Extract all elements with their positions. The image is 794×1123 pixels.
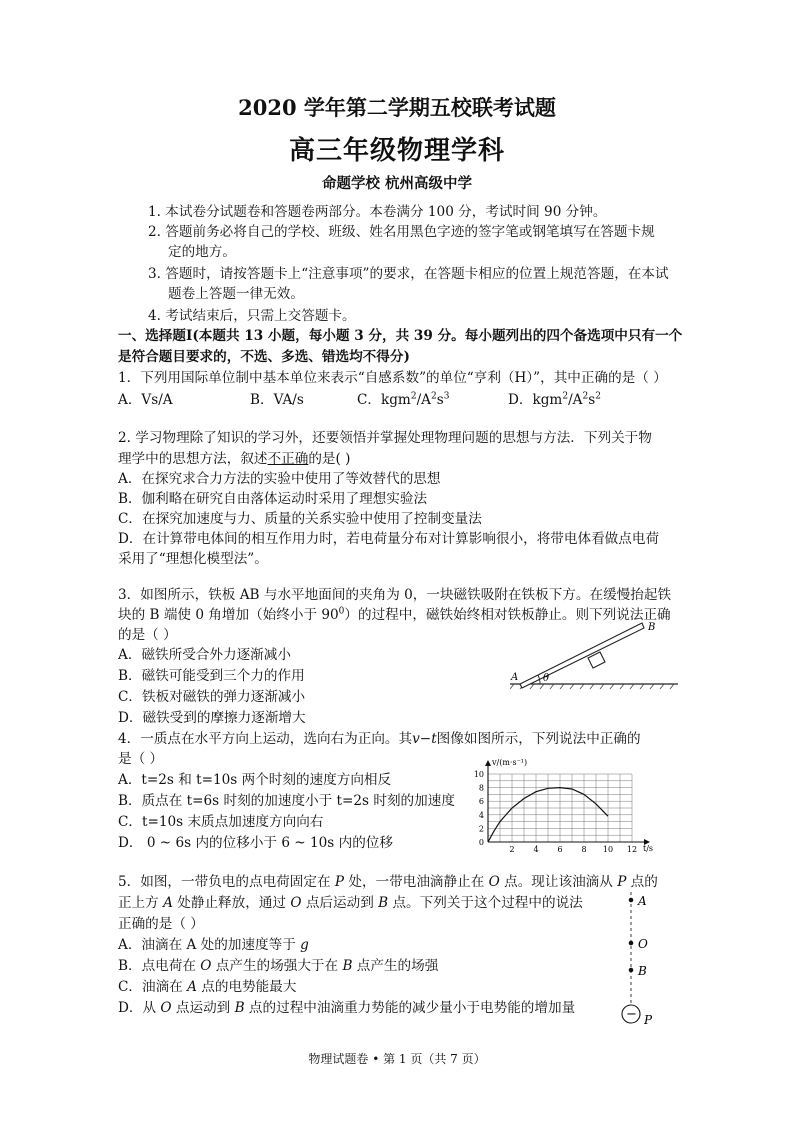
- q3-option-c: C．铁板对磁铁的弹力逐渐减小: [118, 689, 306, 705]
- note-2-cont: 定的地方。: [168, 244, 236, 260]
- label-o: O: [638, 937, 648, 951]
- iron-plate: [520, 623, 644, 688]
- q2-option-b: B．伽利略在研究自由落体运动时采用了理想实验法: [118, 491, 428, 507]
- q4-stem-line2: 是（ ）: [118, 751, 164, 767]
- q2-option-d-line1: D．在计算带电体间的相互作用力时，若电荷量分布对计算影响很小，将带电体看做点电荷: [118, 531, 660, 547]
- q3-stem-line3: 的是（ ）: [118, 627, 177, 643]
- note-1: 1. 本试卷分试题卷和答题卷两部分。本卷满分 100 分，考试时间 90 分钟。: [148, 204, 607, 220]
- chart-axes: [485, 760, 650, 845]
- chart-ticks: [474, 770, 637, 854]
- x-axis-label: t/s: [643, 844, 654, 853]
- label-a: A: [638, 894, 647, 908]
- section-heading-line2: 是符合题目要求的，不选、多选、错选均不得分): [118, 349, 410, 365]
- point-a-label: A: [511, 672, 519, 683]
- q2-option-a: A．在探究求合力方法的实验中使用了等效替代的思想: [118, 471, 441, 487]
- q1-option-b: B．VA/s: [250, 392, 304, 408]
- q4-stem-line1: 4．一质点在水平方向上运动，选向右为正向。其v−t图像如图所示，下列说法中正确的: [118, 731, 641, 747]
- y-tick-label: 8: [478, 783, 484, 793]
- q4-option-a: A．t=2s 和 t=10s 两个时刻的速度方向相反: [118, 772, 392, 788]
- page-footer: 物理试题卷 • 第 1 页（共 7 页）: [308, 1052, 486, 1066]
- exam-subtitle: 高三年级物理学科: [288, 136, 505, 166]
- label-p: P: [644, 1013, 653, 1027]
- note-2: 2. 答题前务必将自己的学校、班级、姓名用黑色字迹的签字笔或钢笔填写在答题卡规: [148, 224, 655, 240]
- y-tick-label: 10: [473, 770, 484, 779]
- q5-option-d: D．从 O 点运动到 B 点的过程中油滴重力势能的减少量小于电势能的增加量: [118, 1000, 576, 1016]
- note-3: 3. 答题时，请按答题卡上“注意事项”的要求，在答题卡相应的位置上规范答题，在本试: [148, 266, 669, 282]
- point-o-dot: [629, 941, 634, 946]
- q5-option-a: A．油滴在 A 处的加速度等于 g: [118, 937, 309, 953]
- q5-stem-line3: 正确的是（ ）: [118, 916, 204, 932]
- y-tick-label: 6: [478, 797, 484, 807]
- exam-school: 命题学校 杭州高级中学: [321, 175, 473, 192]
- x-tick-label: 4: [533, 845, 539, 854]
- point-b-label: B: [648, 622, 656, 633]
- x-tick-label: 12: [626, 845, 638, 854]
- q1-option-a: A．Vs/A: [118, 392, 173, 408]
- q1-option-c: C．$kgm^2/A^2s^3$: [357, 391, 450, 408]
- point-a-dot: [629, 898, 634, 903]
- label-b: B: [638, 964, 647, 978]
- x-tick-label: 10: [602, 845, 614, 854]
- q2-stem-line1: 2. 学习物理除了知识的学习外，还要领悟并掌握处理物理问题的思想与方法．下列关于物: [118, 430, 652, 446]
- ground-hatching: [510, 684, 674, 689]
- q3-option-b: B．磁铁可能受到三个力的作用: [118, 668, 305, 684]
- theta-label: θ: [543, 673, 550, 684]
- x-tick-label: 2: [509, 845, 515, 854]
- q2-option-d-line2: 采用了“理想化模型法”。: [118, 551, 268, 567]
- q2-stem-line2: 理学中的思想方法，叙述不正确的是( ): [118, 451, 351, 467]
- q3-stem-line2: 块的 B 端使 0 角增加（始终小于 $90^0$）的过程中，磁铁始终相对铁板静止。则下列说法正确: [118, 606, 671, 623]
- negative-sign: −: [626, 1007, 637, 1022]
- q3-option-d: D．磁铁受到的摩擦力逐渐增大: [118, 710, 306, 726]
- q5-option-b: B．点电荷在 O 点产生的场强大于在 B 点产生的场强: [118, 958, 439, 974]
- y-axis-label: v/(m·s⁻¹): [492, 758, 528, 767]
- y-tick-label: 2: [478, 824, 484, 834]
- x-tick-label: 8: [581, 845, 587, 854]
- q3-stem-line1: 3．如图所示，铁板 AB 与水平地面间的夹角为 0，一块磁铁吸附在铁板下方。在缓慢抬起铁: [118, 587, 672, 603]
- y-tick-label: 0: [478, 838, 484, 847]
- q1-stem: 1．下列用国际单位制中基本单位来表示“自感系数”的单位“亨利（H）”，其中正确的是（ ）: [118, 370, 667, 386]
- point-b-dot: [629, 968, 634, 973]
- q5-option-c: C．油滴在 A 点的电势能最大: [118, 979, 297, 995]
- chart-grid: [488, 774, 632, 842]
- q5-stem-line1: 5．如图，一带负电的点电荷固定在 P 处，一带电油滴静止在 O 点。现让该油滴从 P 点的: [118, 874, 658, 890]
- note-3-cont: 题卷上答题一律无效。: [168, 286, 304, 302]
- q4-vt-chart: [462, 756, 662, 860]
- y-axis-arrow: [485, 760, 491, 766]
- q5-charge-figure: [612, 890, 662, 1030]
- x-tick-label: 6: [557, 845, 563, 854]
- section-heading-line1: 一、选择题I(本题共 13 小题，每小题 3 分，共 39 分。每小题列出的四个备选项中只有一个: [118, 328, 683, 344]
- q4-option-b: B．质点在 t=6s 时刻的加速度小于 t=2s 时刻的加速度: [118, 793, 455, 809]
- q3-incline-figure: [510, 618, 680, 690]
- note-4: 4. 考试结束后，只需上交答题卡。: [148, 308, 356, 324]
- q1-option-d: D．$kgm^2/A^2s^2$: [508, 391, 601, 408]
- q5-stem-line2: 正上方 A 处静止释放，通过 O 点后运动到 B 点。下列关于这个过程中的说法: [118, 895, 583, 911]
- q3-option-a: A．磁铁所受合外力逐渐减小: [118, 647, 291, 663]
- exam-title: 2020 学年第二学期五校联考试题: [238, 95, 556, 120]
- y-tick-label: 4: [478, 810, 484, 820]
- q4-option-d: D． 0 ~ 6s 内的位移小于 6 ~ 10s 内的位移: [118, 835, 393, 851]
- q2-option-c: C．在探究加速度与力、质量的关系实验中使用了控制变量法: [118, 511, 482, 527]
- q4-option-c: C．t=10s 末质点加速度方向向右: [118, 814, 324, 830]
